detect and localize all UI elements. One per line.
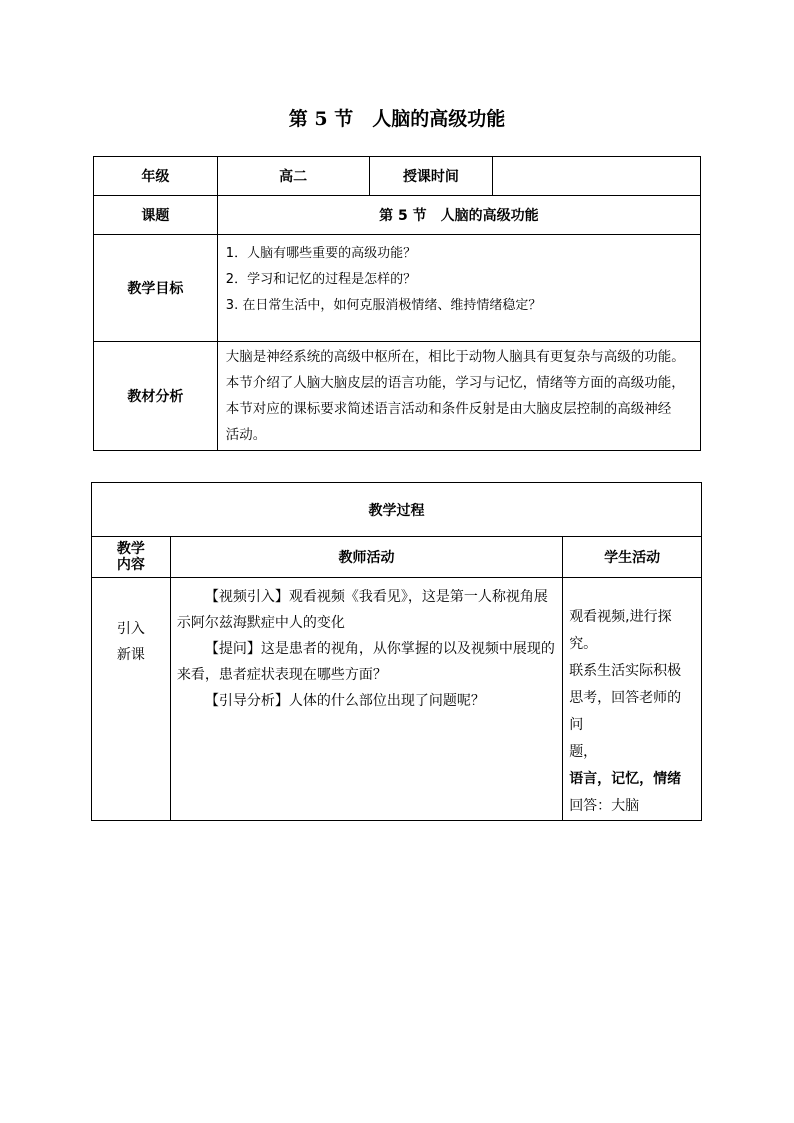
analysis-line: 本节介绍了人脑大脑皮层的语言功能，学习与记忆，情绪等方面的高级功能，	[225, 375, 685, 391]
time-value	[493, 157, 701, 196]
teacher-text: 观看视频《我看见》，这是第一人称视角展示阿尔兹海默症中人的变化	[176, 589, 548, 631]
student-line: 观看视频,进行探究。	[569, 609, 672, 652]
analysis-line: 本节对应的课标要求简述语言活动和条件反射是由大脑皮层控制的高级神经	[225, 401, 672, 417]
time-label: 授课时间	[369, 157, 493, 196]
teacher-tag: 【引导分析】	[204, 693, 289, 709]
analysis-line: 活动。	[225, 427, 267, 443]
teacher-tag: 【视频引入】	[204, 589, 289, 605]
col-content-line: 内容	[116, 557, 145, 573]
lesson-info-table	[93, 156, 701, 451]
table-row	[92, 578, 702, 821]
process-header: 教学过程	[92, 483, 702, 537]
topic-label: 课题	[94, 196, 218, 235]
student-answer: 回答：大脑	[569, 798, 640, 814]
table-row	[94, 235, 701, 342]
table-row	[94, 342, 701, 451]
student-line: 思考，回答老师的问	[569, 690, 682, 733]
col-content-line: 教学	[116, 541, 145, 557]
goals-label: 教学目标	[94, 235, 218, 342]
goals-cell	[217, 235, 700, 342]
grade-value: 高二	[217, 157, 369, 196]
row-label-line: 新课	[116, 647, 145, 663]
table-row	[92, 483, 702, 537]
topic-value: 第 5 节 人脑的高级功能	[217, 196, 700, 235]
col-teacher-header: 教师活动	[170, 537, 562, 578]
page-title: 第 5 节 人脑的高级功能	[288, 108, 506, 130]
teacher-paragraph	[177, 688, 556, 714]
table-row	[92, 537, 702, 578]
goal-item: 2．学习和记忆的过程是怎样的？	[225, 272, 417, 287]
row-label-line: 引入	[116, 621, 145, 637]
teacher-activity-cell	[170, 578, 562, 821]
grade-label: 年级	[94, 157, 218, 196]
student-line: 题，	[569, 744, 598, 760]
teacher-text: 这是患者的视角，从你掌握的以及视频中展现的来看，患者症状表现在哪些方面？	[176, 641, 555, 683]
teaching-process-table	[91, 482, 702, 821]
analysis-line: 大脑是神经系统的高级中枢所在，相比于动物人脑具有更复杂与高级的功能。	[225, 349, 685, 365]
col-student-header: 学生活动	[563, 537, 702, 578]
teacher-text: 人体的什么部位出现了问题呢？	[288, 693, 485, 709]
table-row	[94, 196, 701, 235]
col-content-header	[92, 537, 171, 578]
teacher-paragraph	[177, 584, 556, 636]
student-line: 联系生活实际积极	[569, 663, 682, 679]
goal-item: 1．人脑有哪些重要的高级功能？	[225, 246, 417, 261]
teacher-tag: 【提问】	[204, 641, 261, 657]
teacher-paragraph	[177, 636, 556, 688]
row-label-intro	[92, 578, 171, 821]
student-keywords: 语言，记忆，情绪	[569, 771, 682, 787]
goal-item: 3. 在日常生活中，如何克服消极情绪、维持情绪稳定？	[225, 298, 542, 313]
table-row	[94, 157, 701, 196]
analysis-cell	[217, 342, 700, 451]
student-activity-cell	[563, 578, 702, 821]
analysis-label: 教材分析	[94, 342, 218, 451]
